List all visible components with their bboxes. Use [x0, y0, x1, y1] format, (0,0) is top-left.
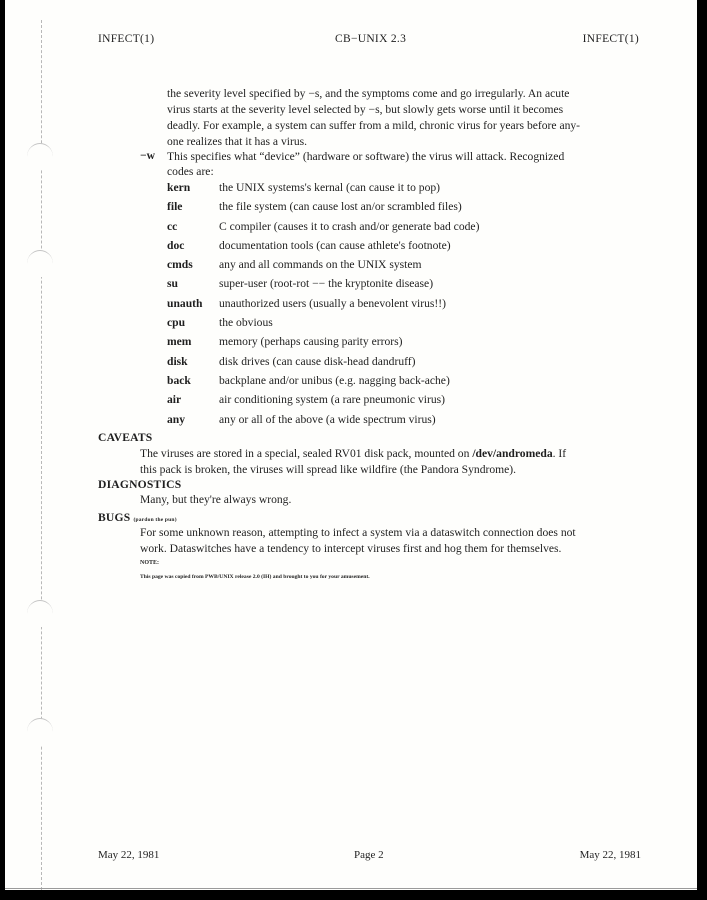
- code-desc: the UNIX systems's kernal (can cause it to pop): [219, 181, 441, 194]
- note-text: This page was copied from PWB/UNIX release 2.0 (IH) and brought to you for your amusement.: [140, 574, 370, 580]
- code-desc: super-user (root-rot −− the kryptonite disease): [219, 277, 434, 291]
- intro-paragraph: [167, 86, 580, 150]
- intro-line: virus starts at the severity level selected by −s, but slowly gets worse until it becomes: [167, 103, 564, 116]
- bugs-heading: [98, 511, 177, 524]
- caveats-text: The viruses are stored in a special, sealed RV01 disk pack, mounted on: [140, 447, 473, 460]
- footer-left-date: May 22, 1981: [98, 849, 160, 861]
- caveats-heading: CAVEATS: [98, 431, 153, 444]
- code-name: cpu: [167, 316, 186, 330]
- code-name: any: [167, 412, 186, 426]
- diagnostics-body: Many, but they're always wrong.: [140, 493, 292, 506]
- code-desc: backplane and/or unibus (e.g. nagging back-ache): [219, 373, 450, 387]
- code-name: air: [167, 393, 182, 407]
- option-w-description: [167, 149, 564, 179]
- caveats-line-2: this pack is broken, the viruses will spread like wildfire (the Pandora Syndrome).: [140, 462, 517, 476]
- punch-hole: [27, 600, 53, 627]
- code-desc: any and all commands on the UNIX system: [219, 258, 422, 272]
- page-bottom-edge: [5, 888, 697, 889]
- code-name: kern: [167, 181, 191, 194]
- code-name: cmds: [167, 258, 193, 272]
- bugs-line: For some unknown reason, attempting to infect a system via a dataswitch connection does not: [140, 526, 576, 539]
- device-path: /dev/andromeda: [472, 447, 553, 460]
- bugs-title: BUGS: [98, 511, 131, 524]
- code-desc: disk drives (can cause disk-head dandruff): [219, 354, 416, 368]
- code-desc: C compiler (causes it to crash and/or generate bad code): [219, 219, 480, 233]
- option-w-line: codes are:: [167, 165, 214, 178]
- code-desc: air conditioning system (a rare pneumonic virus): [219, 393, 446, 407]
- diagnostics-heading: DIAGNOSTICS: [98, 478, 182, 491]
- code-name: mem: [167, 335, 192, 349]
- intro-line: deadly. For example, a system can suffer from a mild, chronic virus for years before any-: [167, 119, 581, 132]
- code-name: cc: [167, 219, 178, 233]
- option-w-flag: −w: [140, 149, 155, 162]
- bugs-line: work. Dataswitches have a tendency to intercept viruses first and hog them for themselves.: [140, 541, 562, 555]
- code-name: disk: [167, 354, 188, 368]
- document-page: [5, 0, 697, 890]
- code-name: back: [167, 373, 191, 387]
- code-desc: memory (perhaps causing parity errors): [219, 335, 403, 349]
- code-desc: unauthorized users (usually a benevolent virus!!): [219, 296, 446, 310]
- note-label: NOTE:: [140, 560, 160, 566]
- footer-right-date: May 22, 1981: [579, 849, 641, 861]
- code-name: file: [167, 200, 183, 214]
- caveats-body: [140, 446, 566, 477]
- intro-line: the severity level specified by −s, and the symptoms come and go irregularly. An acute: [167, 87, 570, 100]
- code-desc: documentation tools (can cause athlete's footnote): [219, 238, 451, 252]
- code-desc: the file system (can cause lost an/or scrambled files): [219, 200, 462, 214]
- bugs-body: [140, 525, 576, 556]
- code-name: unauth: [167, 296, 203, 310]
- footer-page-number: Page 2: [354, 849, 384, 861]
- intro-line: one realizes that it has a virus.: [167, 135, 308, 148]
- header-right: INFECT(1): [582, 33, 639, 45]
- header-left: INFECT(1): [98, 33, 155, 45]
- caveats-line-1: [140, 446, 566, 462]
- bugs-aside: (pardon the pun): [133, 517, 177, 523]
- header-center: CB−UNIX 2.3: [335, 33, 407, 45]
- option-w-line: This specifies what “device” (hardware or software) the virus will attack. Recognized: [167, 150, 565, 163]
- code-name: doc: [167, 238, 185, 252]
- punch-hole: [27, 718, 53, 745]
- caveats-text: . If: [552, 447, 567, 460]
- punch-hole: [27, 143, 53, 170]
- punch-hole: [27, 250, 53, 277]
- code-desc: any or all of the above (a wide spectrum virus): [219, 412, 436, 426]
- code-name: su: [167, 277, 178, 291]
- code-desc: the obvious: [219, 316, 273, 330]
